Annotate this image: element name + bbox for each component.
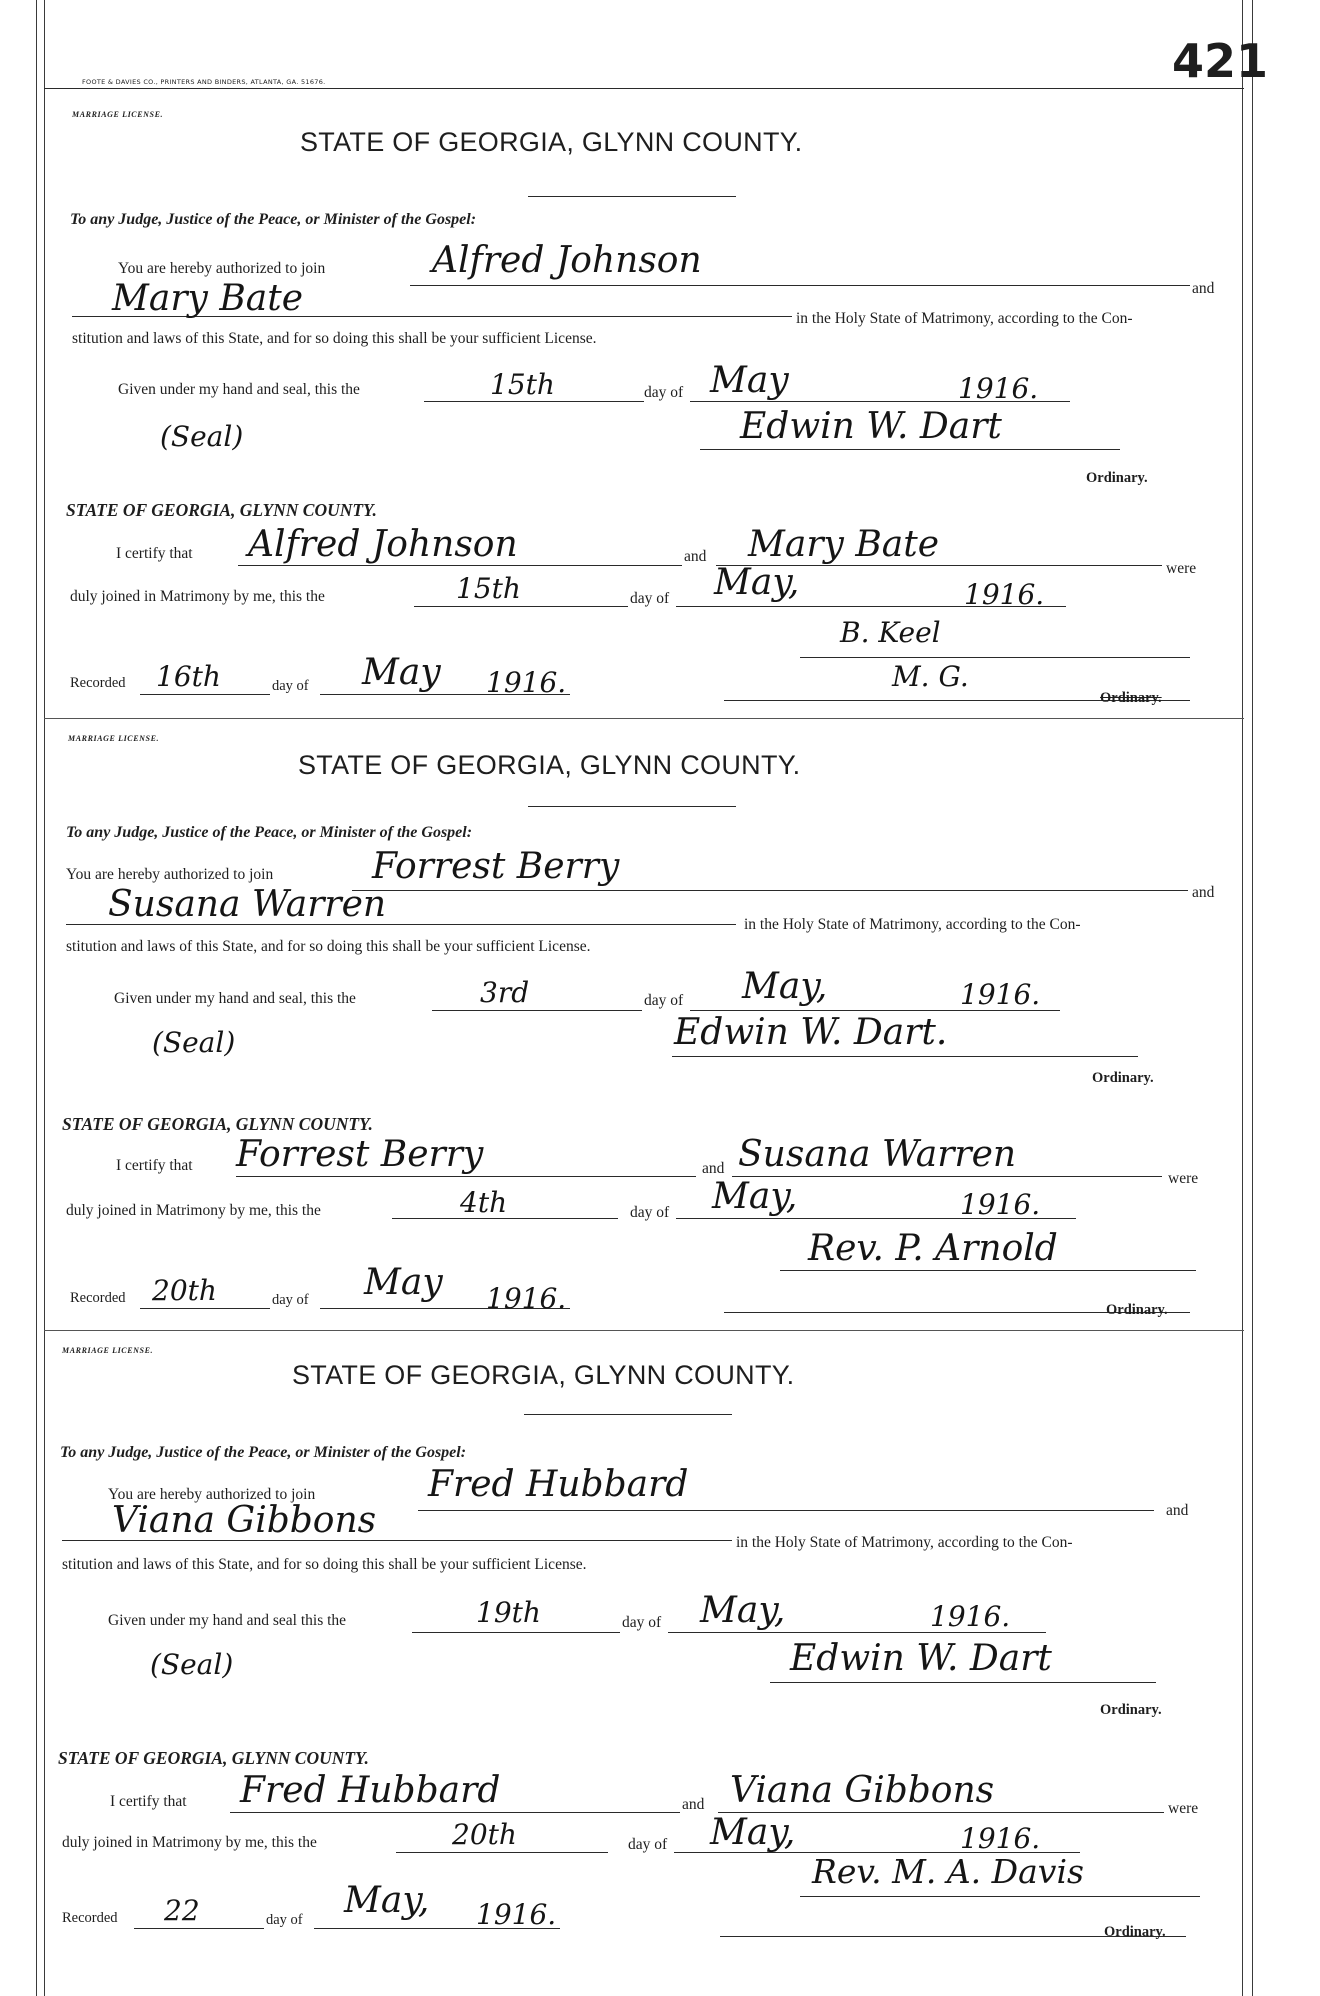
duly-label: duly joined in Matrimony by me, this the <box>62 1834 317 1851</box>
constitution-text: stitution and laws of this State, and for so doing this shall be your sufficient License. <box>62 1556 587 1573</box>
ordinary-signature: Edwin W. Dart. <box>674 1012 948 1053</box>
married-day: 4th <box>460 1186 508 1219</box>
married-day: 20th <box>452 1818 517 1851</box>
duly-label: duly joined in Matrimony by me, this the <box>70 588 325 605</box>
recorded-month: May, <box>344 1880 430 1921</box>
cert-and-label: and <box>682 1796 705 1813</box>
recorded-label: Recorded <box>70 675 126 691</box>
recorder-ordinary-label: Ordinary. <box>1104 1924 1166 1940</box>
groom-line <box>418 1510 1154 1511</box>
cert-groom-line <box>238 565 682 566</box>
and-label: and <box>1166 1502 1189 1519</box>
married-month: May, <box>710 1812 796 1853</box>
license-tag: MARRIAGE LICENSE. <box>62 1346 154 1355</box>
ordinary-signature: Edwin W. Dart <box>740 406 1002 447</box>
ordinary-label: Ordinary. <box>1092 1070 1154 1086</box>
heading-rule <box>524 1414 732 1415</box>
license-tag: MARRIAGE LICENSE. <box>68 734 160 743</box>
officiant-signature: B. Keel <box>840 616 941 649</box>
cert-bride-name: Viana Gibbons <box>730 1770 995 1811</box>
recorded-day-of-label: day of <box>272 678 309 694</box>
license-heading: STATE OF GEORGIA, GLYNN COUNTY. <box>292 1360 795 1390</box>
record-divider <box>44 718 1244 719</box>
left-margin-line-2 <box>44 0 45 1996</box>
married-year: 1916. <box>964 578 1045 611</box>
certify-label: I certify that <box>116 545 193 562</box>
license-heading: STATE OF GEORGIA, GLYNN COUNTY. <box>300 127 803 157</box>
bride-name: Mary Bate <box>112 278 304 319</box>
license-address: To any Judge, Justice of the Peace, or Minister of the Gospel: <box>60 1444 467 1461</box>
record-divider <box>44 1330 1244 1331</box>
certify-label: I certify that <box>110 1793 187 1810</box>
cert-groom-name: Alfred Johnson <box>248 524 518 565</box>
constitution-text: stitution and laws of this State, and for so doing this shall be your sufficient License. <box>72 330 597 347</box>
seal-mark: (Seal) <box>150 1648 234 1681</box>
given-label: Given under my hand and seal this the <box>108 1612 347 1629</box>
given-label: Given under my hand and seal, this the <box>118 381 360 398</box>
recorded-day: 22 <box>164 1894 200 1927</box>
cert-bride-name: Susana Warren <box>738 1134 1017 1175</box>
authorized-label: You are hereby authorized to join <box>118 260 326 277</box>
cert-groom-line <box>230 1812 680 1813</box>
license-month: May <box>710 360 789 401</box>
right-margin-line-2 <box>1252 0 1253 1996</box>
given-label: Given under my hand and seal, this the <box>114 990 356 1007</box>
cert-groom-name: Fred Hubbard <box>240 1770 501 1811</box>
recorded-label: Recorded <box>70 1290 126 1306</box>
officiant-signature: Rev. M. A. Davis <box>812 1852 1084 1891</box>
authorized-label: You are hereby authorized to join <box>66 866 274 883</box>
recorded-year: 1916. <box>476 1898 557 1931</box>
were-label: were <box>1168 1800 1199 1817</box>
recorder-signature: M. G. <box>892 660 969 693</box>
day-of-label: day of <box>622 1614 662 1631</box>
cert-groom-line <box>236 1176 696 1177</box>
certify-label: I certify that <box>116 1157 193 1174</box>
license-day-line <box>432 1010 642 1011</box>
license-day: 3rd <box>480 976 530 1009</box>
recorded-day-line <box>140 1308 270 1309</box>
license-day: 19th <box>476 1596 541 1629</box>
license-day-line <box>424 401 644 402</box>
printer-imprint: FOOTE & DAVIES CO., PRINTERS AND BINDERS, ATLANTA, GA. 51676. <box>82 78 326 86</box>
were-label: were <box>1166 560 1197 577</box>
page-number: 421 <box>1172 34 1269 88</box>
recorded-year: 1916. <box>486 1282 567 1315</box>
married-day-of-label: day of <box>630 590 670 607</box>
certificate-heading: STATE OF GEORGIA, GLYNN COUNTY. <box>62 1114 373 1134</box>
license-tag: MARRIAGE LICENSE. <box>72 110 164 119</box>
groom-line <box>410 285 1190 286</box>
recorded-month: May <box>364 1262 443 1303</box>
holy-state-text: in the Holy State of Matrimony, according to the Con- <box>796 310 1133 327</box>
married-day: 15th <box>456 572 521 605</box>
left-margin-line <box>36 0 37 1996</box>
ordinary-label: Ordinary. <box>1100 1702 1162 1718</box>
bride-name: Viana Gibbons <box>112 1500 377 1541</box>
recorder-ordinary-label: Ordinary. <box>1106 1302 1168 1318</box>
bride-name: Susana Warren <box>108 884 387 925</box>
recorded-day-of-label: day of <box>272 1292 309 1308</box>
officiant-line <box>800 657 1190 658</box>
license-month: May, <box>742 966 828 1007</box>
recorded-label: Recorded <box>62 1910 118 1926</box>
married-year: 1916. <box>960 1822 1041 1855</box>
officiant-signature: Rev. P. Arnold <box>808 1228 1058 1269</box>
married-month: May, <box>712 1176 798 1217</box>
heading-rule <box>528 806 736 807</box>
cert-and-label: and <box>684 548 707 565</box>
duly-label: duly joined in Matrimony by me, this the <box>66 1202 321 1219</box>
ordinary-signature-line <box>672 1056 1138 1057</box>
officiant-line <box>800 1896 1200 1897</box>
license-day-line <box>412 1632 620 1633</box>
groom-name: Forrest Berry <box>372 846 620 887</box>
groom-name: Fred Hubbard <box>428 1464 689 1505</box>
holy-state-text: in the Holy State of Matrimony, according to the Con- <box>744 916 1081 933</box>
ordinary-signature-line <box>700 449 1120 450</box>
license-month: May, <box>700 1590 786 1631</box>
groom-name: Alfred Johnson <box>432 240 702 281</box>
right-margin-line <box>1242 0 1243 1996</box>
and-label: and <box>1192 884 1215 901</box>
ordinary-label: Ordinary. <box>1086 470 1148 486</box>
license-heading: STATE OF GEORGIA, GLYNN COUNTY. <box>298 750 801 780</box>
married-day-line <box>396 1852 608 1853</box>
license-year: 1916. <box>960 978 1041 1011</box>
officiant-line <box>780 1270 1196 1271</box>
constitution-text: stitution and laws of this State, and for so doing this shall be your sufficient License. <box>66 938 591 955</box>
cert-bride-name: Mary Bate <box>748 524 940 565</box>
recorded-day-of-label: day of <box>266 1912 303 1928</box>
married-year: 1916. <box>960 1188 1041 1221</box>
ordinary-signature: Edwin W. Dart <box>790 1638 1052 1679</box>
day-of-label: day of <box>644 992 684 1009</box>
recorded-day-line <box>134 1928 264 1929</box>
recorded-day-line <box>140 694 270 695</box>
ordinary-signature-line <box>770 1682 1156 1683</box>
holy-state-text: in the Holy State of Matrimony, according to the Con- <box>736 1534 1073 1551</box>
cert-and-label: and <box>702 1160 725 1177</box>
recorded-month: May <box>362 652 441 693</box>
seal-mark: (Seal) <box>160 420 244 453</box>
cert-groom-name: Forrest Berry <box>236 1134 484 1175</box>
and-label: and <box>1192 280 1215 297</box>
license-address: To any Judge, Justice of the Peace, or Minister of the Gospel: <box>70 211 477 228</box>
authorized-label: You are hereby authorized to join <box>108 1486 316 1503</box>
recorded-year: 1916. <box>486 666 567 699</box>
recorded-day: 20th <box>152 1274 217 1307</box>
married-day-of-label: day of <box>628 1836 668 1853</box>
license-address: To any Judge, Justice of the Peace, or Minister of the Gospel: <box>66 824 473 841</box>
top-rule <box>44 88 1244 89</box>
license-year: 1916. <box>958 372 1039 405</box>
certificate-heading: STATE OF GEORGIA, GLYNN COUNTY. <box>58 1748 369 1768</box>
license-year: 1916. <box>930 1600 1011 1633</box>
heading-rule <box>528 196 736 197</box>
recorder-ordinary-label: Ordinary. <box>1100 690 1162 706</box>
married-day-of-label: day of <box>630 1204 670 1221</box>
recorded-day: 16th <box>156 660 221 693</box>
day-of-label: day of <box>644 384 684 401</box>
married-month: May, <box>714 562 800 603</box>
license-day: 15th <box>490 368 555 401</box>
married-day-line <box>414 606 628 607</box>
groom-line <box>352 890 1188 891</box>
seal-mark: (Seal) <box>152 1026 236 1059</box>
were-label: were <box>1168 1170 1199 1187</box>
certificate-heading: STATE OF GEORGIA, GLYNN COUNTY. <box>66 500 377 520</box>
